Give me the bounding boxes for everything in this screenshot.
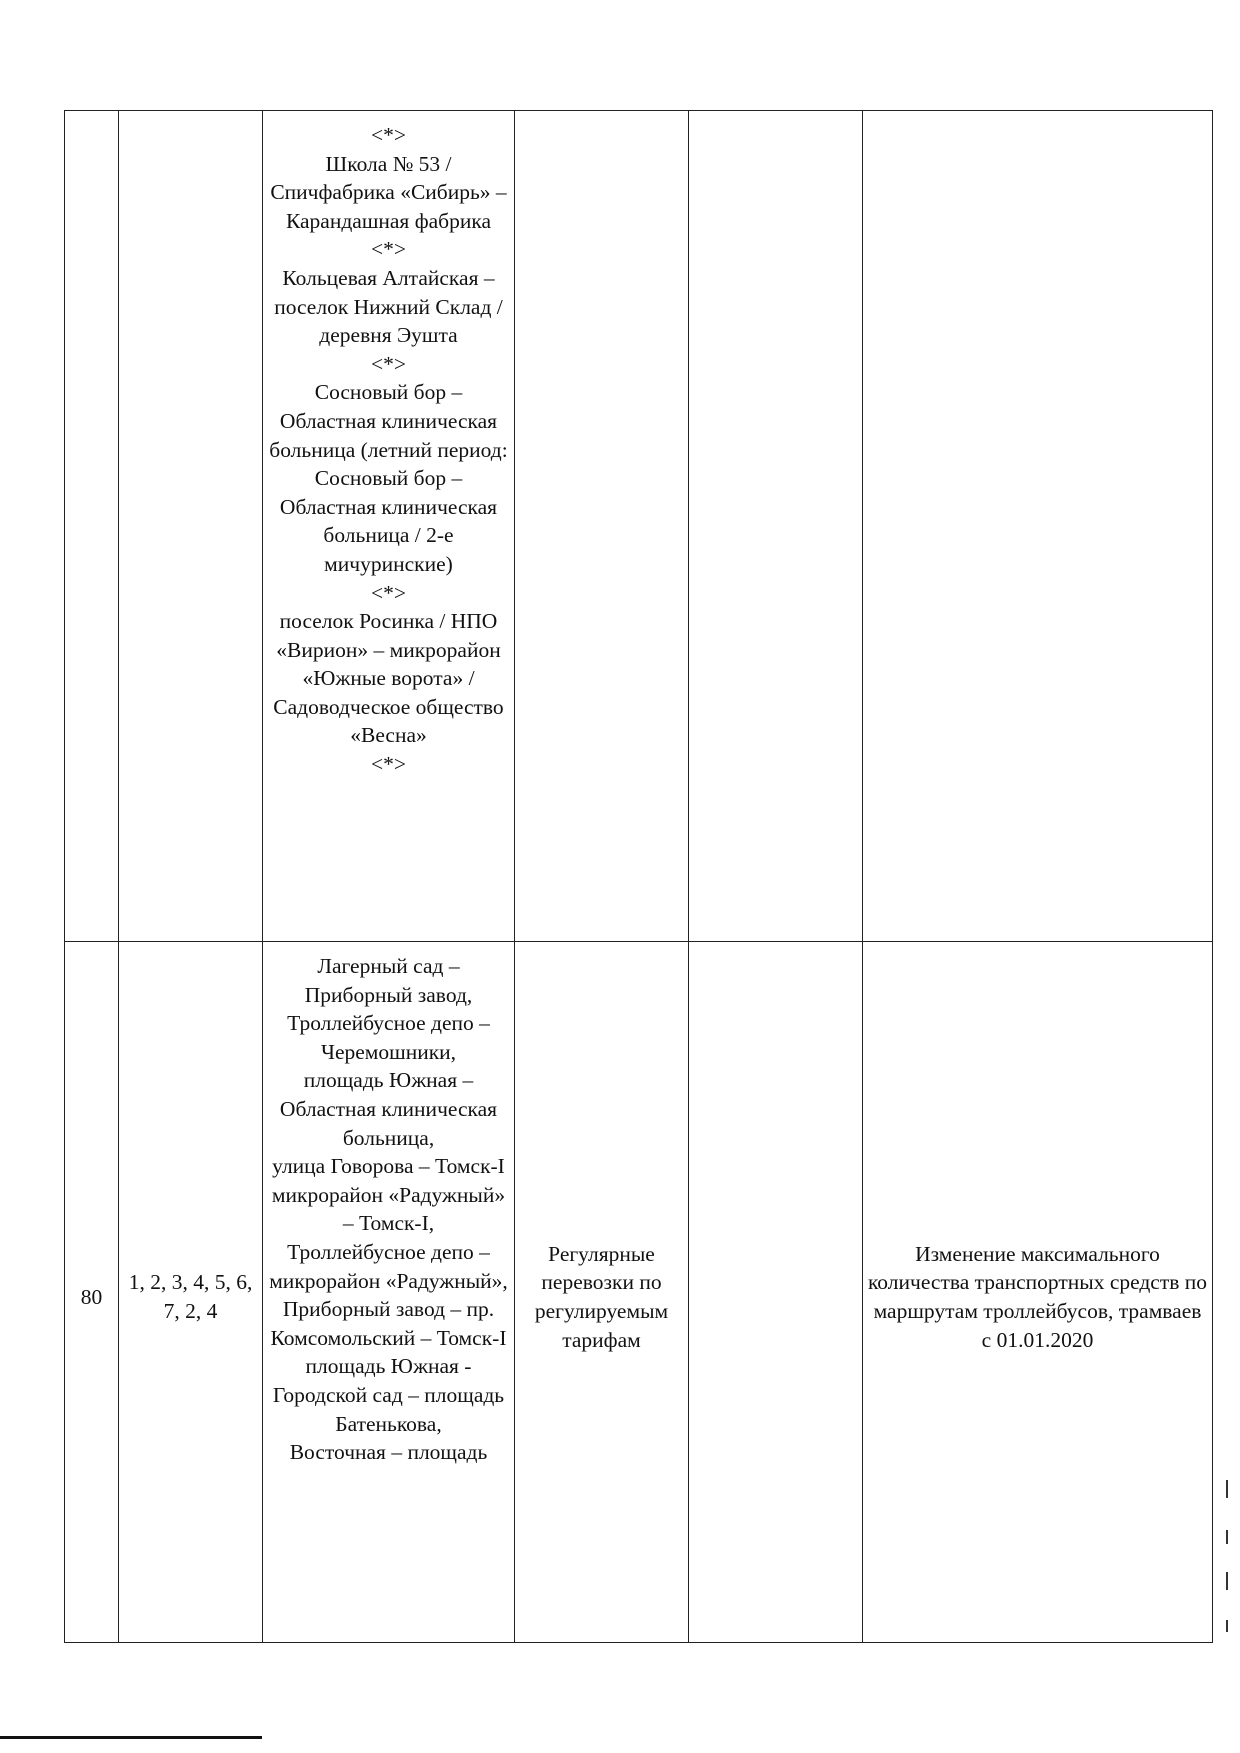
route-line: <*> [370, 351, 406, 376]
route-line: улица Говорова – Томск-I [272, 1154, 505, 1179]
table-row [65, 942, 1213, 1643]
route-line: Кольцевая Алтайская – поселок Нижний Склад / деревня Эушта [274, 265, 503, 348]
route-codes-cell: 1, 2, 3, 4, 5, 6, 7, 2, 4 [119, 942, 263, 1643]
route-line: Троллейбусное депо – микрорайон «Радужный», [269, 1239, 508, 1293]
scan-artifact [1226, 1530, 1228, 1544]
route-line: площадь Южная - Городской сад – площадь Батенькова, [272, 1354, 505, 1436]
transport-type-cell: Регулярные перевозки по регулируемым тарифам [515, 942, 689, 1643]
scan-artifact [1226, 1572, 1228, 1590]
route-line: поселок Росинка / НПО «Вирион» – микрорайон «Южные ворота» / Садоводческое общество «Весна» [273, 609, 504, 748]
row-number-cell: 80 [65, 942, 119, 1643]
route-list-cell [263, 942, 515, 1643]
table-row [65, 111, 1213, 942]
route-line: площадь Южная – Областная клиническая больница, [279, 1068, 498, 1150]
empty-cell [689, 942, 863, 1643]
footer-rule [0, 1736, 262, 1739]
change-description-cell [863, 111, 1213, 942]
change-description-cell: Изменение максимального количества транспортных средств по маршрутам троллейбусов, трамваев с 01.01.2020 [863, 942, 1213, 1643]
route-line: <*> [370, 580, 406, 605]
scan-artifact [1226, 1620, 1228, 1632]
row-number-cell [65, 111, 119, 942]
route-line: Лагерный сад – Приборный завод, [304, 954, 473, 1007]
scan-artifact [1226, 1480, 1228, 1498]
route-line: микрорайон «Радужный» – Томск-I, [271, 1182, 506, 1236]
route-codes-cell [119, 111, 263, 942]
route-line: Троллейбусное депо – Черемошники, [287, 1011, 490, 1064]
route-line: Приборный завод – пр. Комсомольский – Томск-I [270, 1297, 507, 1350]
transport-type-cell [515, 111, 689, 942]
route-list-cell [263, 111, 515, 942]
route-line: Сосновый бор – Областная клиническая больница (летний период: Сосновый бор – Областная клиническая больница / 2-е мичуринские) [269, 380, 508, 576]
route-line: Восточная – площадь [289, 1440, 488, 1465]
empty-cell [689, 111, 863, 942]
routes-table [64, 110, 1213, 1643]
route-line: Школа № 53 / Спичфабрика «Сибирь» – Карандашная фабрика <*> [270, 151, 507, 262]
route-line: <*> [370, 752, 406, 777]
route-line: <*> [370, 123, 406, 147]
